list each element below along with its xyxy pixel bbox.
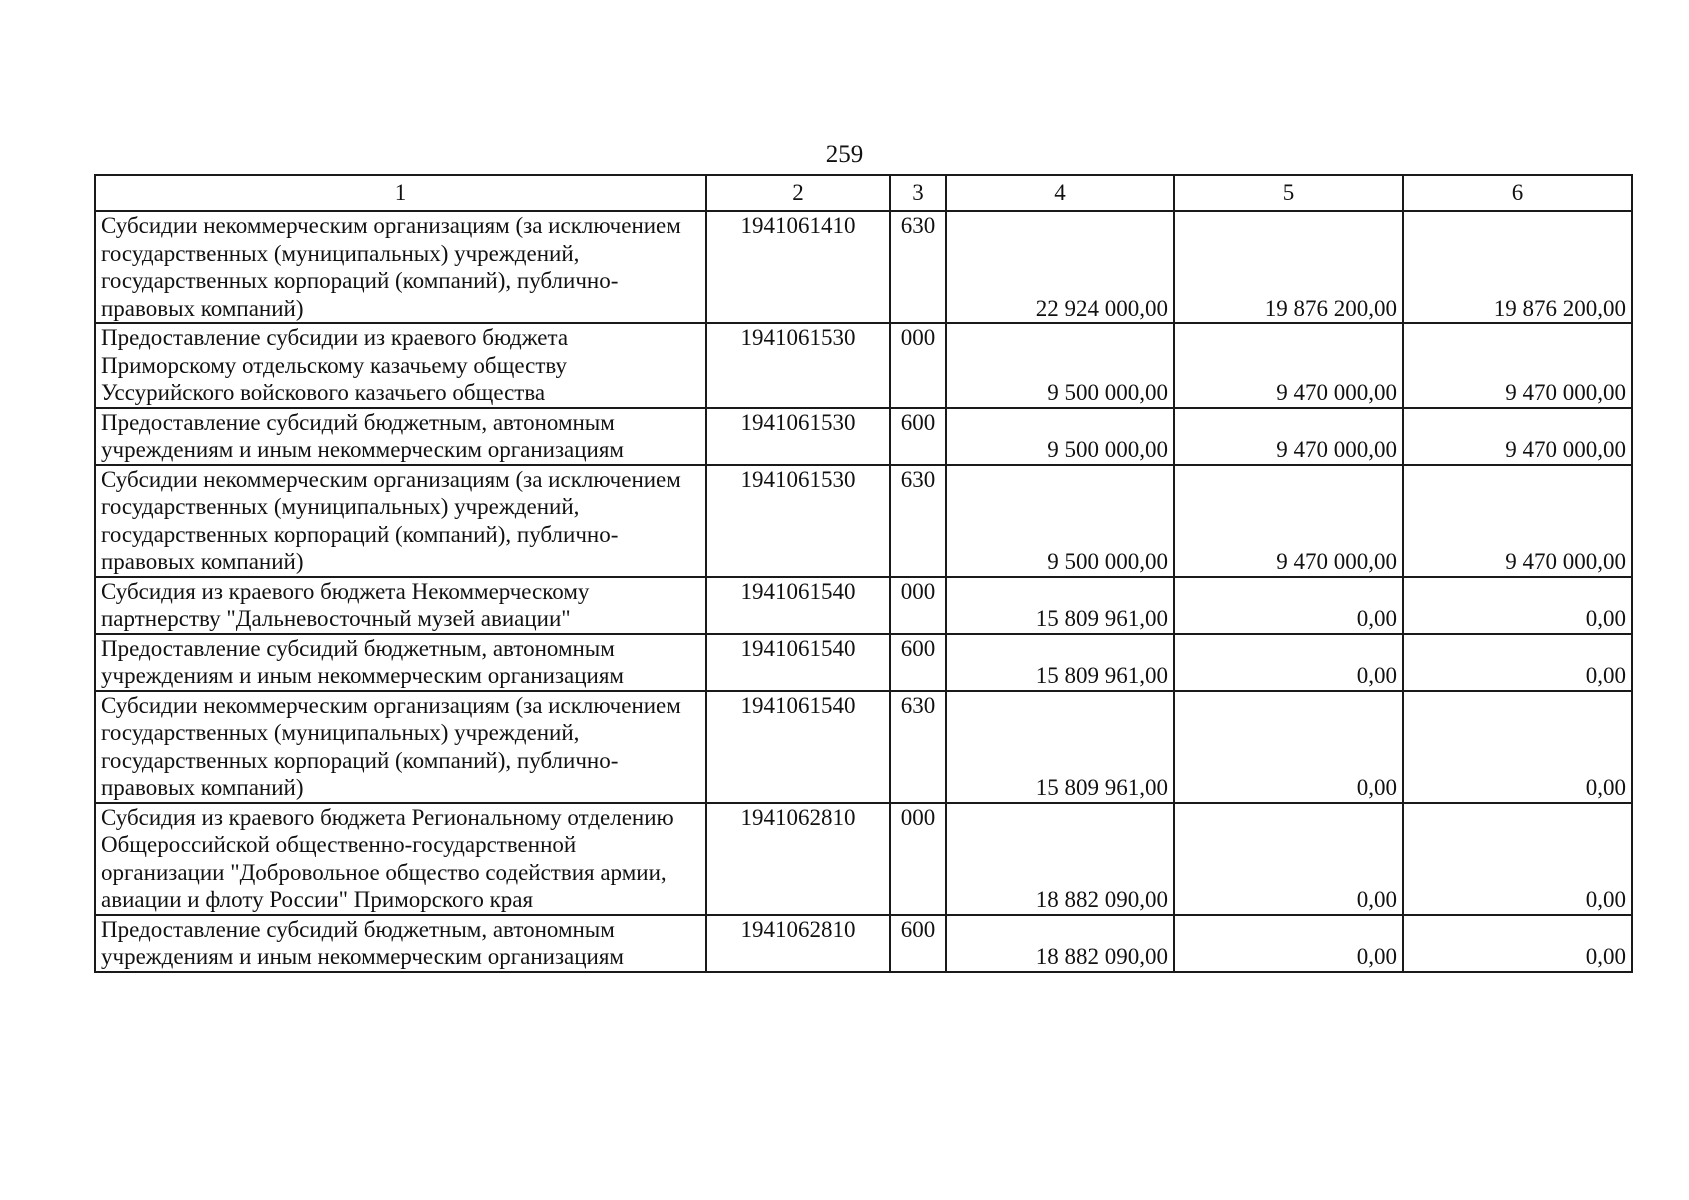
row-amount-col6: 0,00 <box>1403 634 1632 691</box>
row-amount-col6: 0,00 <box>1403 691 1632 803</box>
column-header: 3 <box>890 175 946 211</box>
row-name: Субсидия из краевого бюджета Некоммерческому партнерству "Дальневосточный музей авиации" <box>95 577 706 634</box>
row-name: Субсидия из краевого бюджета Региональному отделению Общероссийской общественно-государственной организации "Добровольное общество содействия армии, авиации и флоту России" Приморского края <box>95 803 706 915</box>
row-name: Субсидии некоммерческим организациям (за исключением государственных (муниципальных) учреждений, государственных корпораций (компаний), публично-правовых компаний) <box>95 211 706 323</box>
row-code: 1941062810 <box>706 915 890 972</box>
row-amount-col4: 15 809 961,00 <box>946 691 1174 803</box>
row-type: 630 <box>890 465 946 577</box>
row-code: 1941061530 <box>706 323 890 408</box>
row-amount-col4: 9 500 000,00 <box>946 465 1174 577</box>
row-amount-col6: 9 470 000,00 <box>1403 323 1632 408</box>
table-row <box>95 915 1632 972</box>
table-row <box>95 691 1632 803</box>
row-type: 600 <box>890 634 946 691</box>
row-type: 600 <box>890 408 946 465</box>
row-name: Предоставление субсидий бюджетным, автономным учреждениям и иным некоммерческим организациям <box>95 915 706 972</box>
table-row <box>95 408 1632 465</box>
row-code: 1941061540 <box>706 691 890 803</box>
table-row <box>95 323 1632 408</box>
row-code: 1941061530 <box>706 465 890 577</box>
row-code: 1941062810 <box>706 803 890 915</box>
row-amount-col4: 18 882 090,00 <box>946 803 1174 915</box>
row-name: Субсидии некоммерческим организациям (за исключением государственных (муниципальных) учреждений, государственных корпораций (компаний), публично-правовых компаний) <box>95 465 706 577</box>
table-header-row <box>95 175 1632 211</box>
column-header: 2 <box>706 175 890 211</box>
row-code: 1941061410 <box>706 211 890 323</box>
row-amount-col6: 19 876 200,00 <box>1403 211 1632 323</box>
page-number: 259 <box>825 141 864 168</box>
row-type: 000 <box>890 323 946 408</box>
row-amount-col6: 9 470 000,00 <box>1403 408 1632 465</box>
column-header: 5 <box>1174 175 1403 211</box>
row-amount-col5: 0,00 <box>1174 634 1403 691</box>
row-code: 1941061540 <box>706 577 890 634</box>
row-type: 630 <box>890 691 946 803</box>
row-name: Предоставление субсидий бюджетным, автономным учреждениям и иным некоммерческим организациям <box>95 408 706 465</box>
row-amount-col6: 0,00 <box>1403 915 1632 972</box>
row-type: 000 <box>890 803 946 915</box>
row-amount-col6: 9 470 000,00 <box>1403 465 1632 577</box>
row-code: 1941061540 <box>706 634 890 691</box>
row-amount-col4: 22 924 000,00 <box>946 211 1174 323</box>
row-code: 1941061530 <box>706 408 890 465</box>
column-header: 1 <box>95 175 706 211</box>
budget-table <box>94 174 1633 973</box>
row-name: Субсидии некоммерческим организациям (за исключением государственных (муниципальных) учреждений, государственных корпораций (компаний), публично-правовых компаний) <box>95 691 706 803</box>
row-amount-col6: 0,00 <box>1403 803 1632 915</box>
row-amount-col5: 9 470 000,00 <box>1174 323 1403 408</box>
column-header: 4 <box>946 175 1174 211</box>
row-amount-col5: 9 470 000,00 <box>1174 465 1403 577</box>
row-amount-col4: 9 500 000,00 <box>946 408 1174 465</box>
row-amount-col5: 0,00 <box>1174 915 1403 972</box>
row-type: 630 <box>890 211 946 323</box>
row-amount-col4: 9 500 000,00 <box>946 323 1174 408</box>
table-row <box>95 634 1632 691</box>
row-name: Предоставление субсидии из краевого бюджета Приморскому отдельскому казачьему обществу Уссурийского войскового казачьего общества <box>95 323 706 408</box>
table-row <box>95 465 1632 577</box>
row-amount-col4: 15 809 961,00 <box>946 634 1174 691</box>
row-amount-col5: 0,00 <box>1174 803 1403 915</box>
column-header: 6 <box>1403 175 1632 211</box>
table-row <box>95 211 1632 323</box>
row-type: 000 <box>890 577 946 634</box>
table-row <box>95 803 1632 915</box>
row-amount-col5: 0,00 <box>1174 577 1403 634</box>
row-amount-col5: 0,00 <box>1174 691 1403 803</box>
row-amount-col5: 9 470 000,00 <box>1174 408 1403 465</box>
table-row <box>95 577 1632 634</box>
row-amount-col6: 0,00 <box>1403 577 1632 634</box>
row-amount-col4: 15 809 961,00 <box>946 577 1174 634</box>
row-name: Предоставление субсидий бюджетным, автономным учреждениям и иным некоммерческим организациям <box>95 634 706 691</box>
row-amount-col5: 19 876 200,00 <box>1174 211 1403 323</box>
row-amount-col4: 18 882 090,00 <box>946 915 1174 972</box>
row-type: 600 <box>890 915 946 972</box>
